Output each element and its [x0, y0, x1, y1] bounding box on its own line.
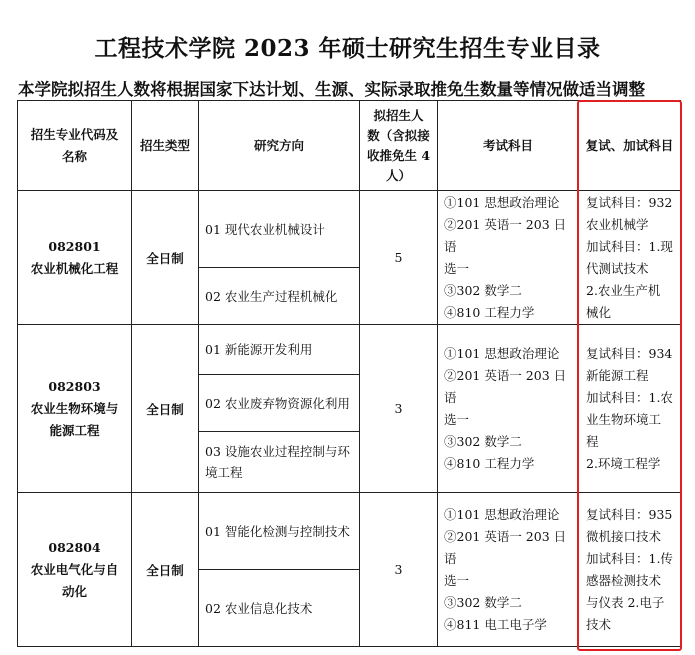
exam-subjects: ①101 思想政治理论 ②201 英语一 203 日语 选一 ③302 数学二 ④811 电工电子学: [438, 493, 579, 647]
header-planned: 拟招生人 数（含拟接 收推免生 4 人）: [360, 101, 438, 191]
retest-subjects: 复试科目：934 新能源工程 加试科目：1.农 业生物环境工 程 2.环境工程学: [579, 325, 681, 493]
research-direction: 03 设施农业过程控制与环 境工程: [199, 432, 360, 493]
research-direction: 01 现代农业机械设计: [199, 191, 360, 268]
page-title: 工程技术学院 2023 年硕士研究生招生专业目录: [94, 35, 601, 62]
major-code-name: 082801 农业机械化工程: [18, 191, 132, 325]
research-direction: 02 农业废弃物资源化利用: [199, 375, 360, 432]
table-row: [18, 493, 681, 570]
planned-count: 3: [360, 493, 438, 647]
major-type: 全日制: [132, 493, 199, 647]
research-direction: 02 农业信息化技术: [199, 570, 360, 647]
planned-count: 5: [360, 191, 438, 325]
major-type: 全日制: [132, 191, 199, 325]
retest-subjects: 复试科目：935 微机接口技术 加试科目：1.传 感器检测技术 与仪表 2.电子 技术: [579, 493, 681, 647]
header-direction: 研究方向: [199, 101, 360, 191]
header-type: 招生类型: [132, 101, 199, 191]
research-direction: 01 智能化检测与控制技术: [199, 493, 360, 570]
table-row: [18, 325, 681, 375]
enrollment-catalog-table: [17, 100, 681, 647]
header-retest: 复试、加试科目: [579, 101, 681, 191]
header-row: [18, 101, 681, 191]
exam-subjects: ①101 思想政治理论 ②201 英语一 203 日语 选一 ③302 数学二 ④810 工程力学: [438, 325, 579, 493]
retest-subjects: 复试科目：932 农业机械学 加试科目：1.现 代测试技术 2.农业生产机 械化: [579, 191, 681, 325]
exam-subjects: ①101 思想政治理论 ②201 英语一 203 日语 选一 ③302 数学二 ④810 工程力学: [438, 191, 579, 325]
header-code-name: 招生专业代码及 名称: [18, 101, 132, 191]
page-subtitle: 本学院拟招生人数将根据国家下达计划、生源、实际录取推免生数量等情况做适当调整: [18, 80, 645, 99]
header-exam: 考试科目: [438, 101, 579, 191]
research-direction: 01 新能源开发利用: [199, 325, 360, 375]
table-row: [18, 191, 681, 268]
research-direction: 02 农业生产过程机械化: [199, 268, 360, 325]
major-code-name: 082803 农业生物环境与 能源工程: [18, 325, 132, 493]
major-code-name: 082804 农业电气化与自 动化: [18, 493, 132, 647]
planned-count: 3: [360, 325, 438, 493]
major-type: 全日制: [132, 325, 199, 493]
